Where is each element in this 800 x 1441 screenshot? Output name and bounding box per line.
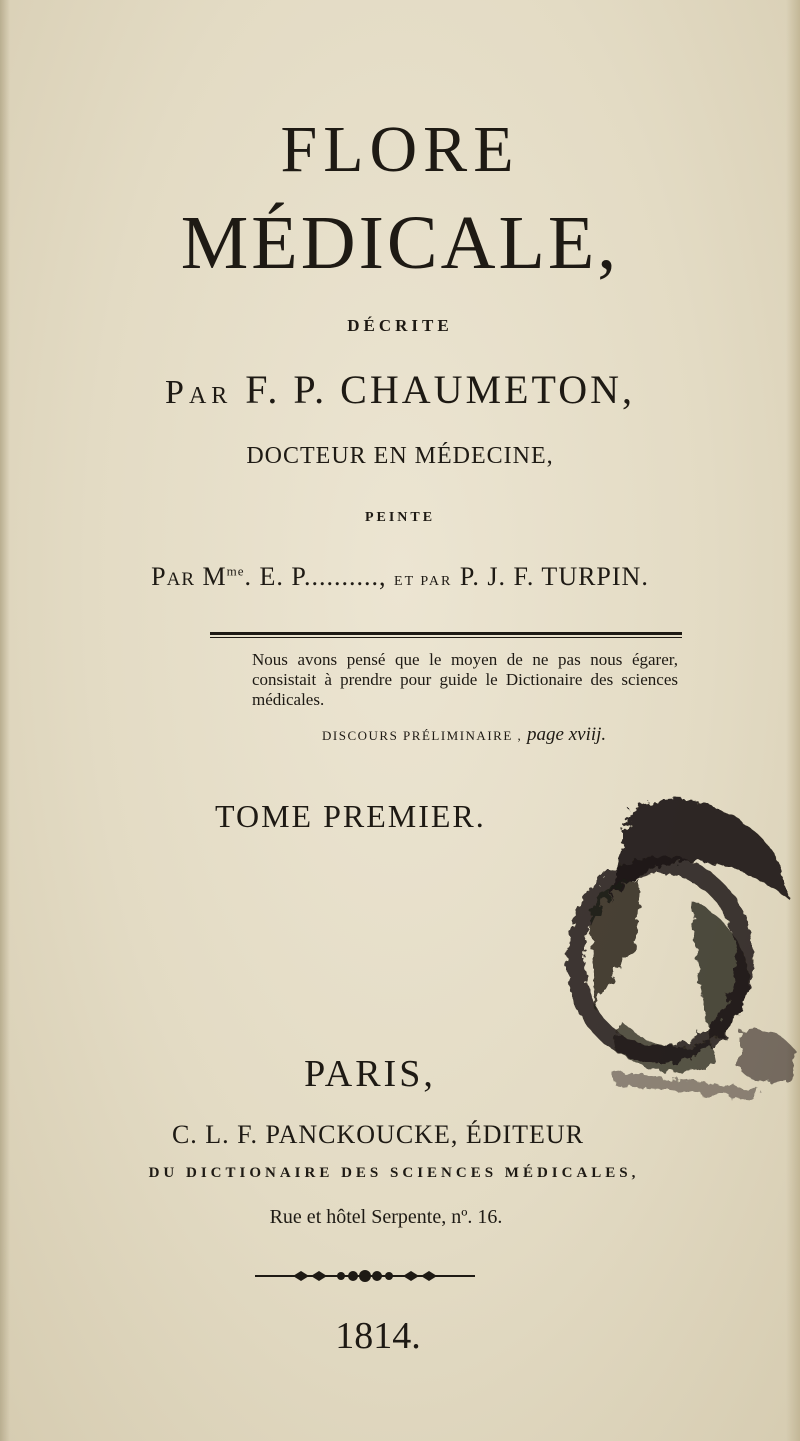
author-title: DOCTEUR EN MÉDECINE,	[246, 443, 554, 469]
citation-page: page xviij.	[527, 724, 607, 745]
epigraph-citation	[322, 724, 682, 746]
place-of-publication: PARIS,	[304, 1053, 436, 1095]
epigraph-rule	[210, 632, 682, 635]
printer-ornament-icon	[255, 1266, 475, 1286]
citation-source: DISCOURS PRÉLIMINAIRE ,	[322, 728, 523, 743]
author-par: PAR	[165, 374, 233, 411]
publisher-subtitle: DU DICTIONAIRE DES SCIENCES MÉDICALES,	[148, 1165, 640, 1181]
publisher-address: Rue et hôtel Serpente, nº. 16.	[269, 1206, 503, 1228]
author-line	[0, 366, 800, 413]
title-line-1: FLORE	[280, 113, 520, 186]
epigraph-text: Nous avons pensé que le moyen de ne pas nous égarer, consistait à prendre pour guide le Dictionaire des sciences médicales.	[252, 650, 678, 709]
publication-year: 1814.	[335, 1315, 421, 1357]
epigraph-rule-thin	[210, 637, 682, 638]
painters-line: PAR $M^{me}$. E. P.........., ET PAR P. J. F. TURPIN.	[151, 562, 649, 591]
volume-label: TOME PREMIER.	[215, 798, 486, 834]
painted-label: PEINTE	[364, 510, 436, 525]
publisher-name: C. L. F. PANCKOUCKE, ÉDITEUR	[171, 1120, 585, 1149]
title-line-2: MÉDICALE,	[180, 201, 620, 285]
described-label: DÉCRITE	[347, 316, 453, 335]
author-name: F. P. CHAUMETON,	[245, 367, 635, 412]
